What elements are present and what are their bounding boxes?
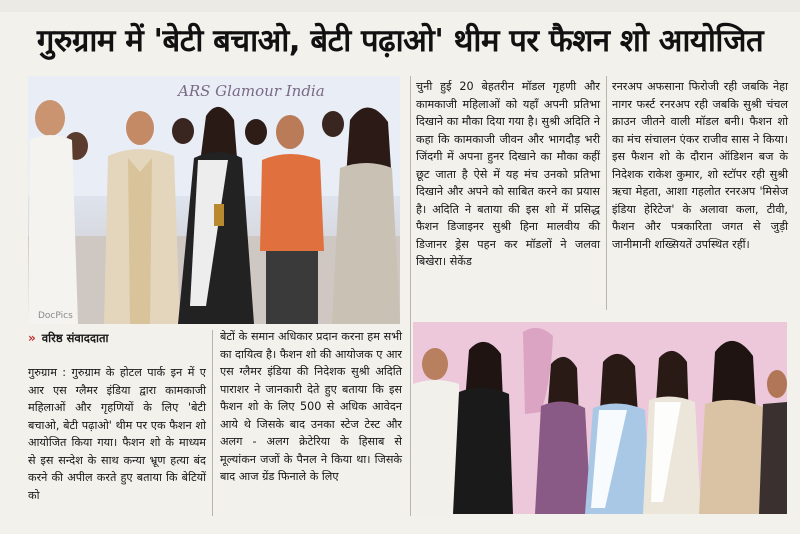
event-photo-main-illustration [28, 76, 400, 324]
column-divider [212, 330, 213, 516]
column-divider [410, 76, 411, 516]
byline-marker: » [28, 331, 36, 345]
event-banner-text: ARS Glamour India [178, 82, 325, 100]
article-column-4: रनरअप अफसाना फिरोजी रही जबकि नेहा नागर फर्स्ट रनरअप रही जबकि सुश्री चंचल क्राउन जीतने वाली मॉडल बनी। फैशन शो का मंच संचालन एंकर राजीव सास ने किया। इस फैशन शो के दौरान ऑडिशन बज के निदेशक राकेश कुमार, शो स्टॉपर रही सुश्री ऋचा मेहता, आशा गहलोत रनरअप 'मिसेज इंडिया हेरिटेज' के अलावा कला, टीवी, फैशन और पत्रकारिता जगत से जुड़ी जानीमानी शख्सियतें उपस्थित रहीं। [612, 80, 788, 251]
byline [28, 330, 208, 346]
event-photo-winners [413, 322, 787, 514]
column-divider [606, 76, 607, 310]
headline: गुरुग्राम में 'बेटी बचाओ, बेटी पढ़ाओ' थीम पर फैशन शो आयोजित [36, 23, 764, 59]
event-photo-main [28, 76, 400, 324]
photo-credit: DocPics [38, 311, 73, 321]
byline-text: वरिष्ठ संवाददाता [41, 330, 109, 345]
top-strip [0, 0, 800, 12]
article-column-3: चुनी हुई 20 बेहतरीन मॉडल गृहणी और कामकाजी महिलाओं को यहाँ अपनी प्रतिभा दिखाने का मौका दिया गया है। सुश्री अदिति ने कहा कि कामकाजी जीवन और भागदौड़ भरी जिंदगी में अपना हुनर दिखाने का मौका कहीं छूट जाता है ऐसे में यह मंच उनको प्रतिभा दिखाने और अपने को साबित करने का प्रयास है। अदिति ने बताया की इस शो में प्रसिद्ध फैशन डिजाइनर सुश्री हिना मालवीय की डिजानर ड्रेस पहन कर मॉडलों ने जलवा बिखेरा। सेकेंड [416, 80, 600, 268]
article-column-2: बेटों के समान अधिकार प्रदान करना हम सभी का दायित्व है। फैशन शो की आयोजक ए आर एस ग्लैमर इंडिया की निदेशक सुश्री अदिति पाराशर ने जानकारी देते हुए बताया कि इस फैशन शो के लिए 500 से अधिक आवेदन आये थे जिसके बाद उनका स्टेज टेस्ट और अलग - अलग क्रेटेरिया के हिसाब से मूल्यांकन जजों के पैनल ने किया था। जिसके बाद आज ग्रेंड फिनाले के लिए [220, 330, 402, 483]
event-photo-winners-illustration [413, 322, 787, 514]
article-column-1: गुरुग्राम : गुरुग्राम के होटल पार्क इन में ए आर एस ग्लैमर इंडिया द्वारा कामकाजी महिलाओं और गृहणियों के लिए 'बेटी बचाओ, बेटी पढ़ाओ' थीम पर एक फैशन शो आयोजित किया गया। फैशन शो के माध्यम से इस सन्देश के साथ कन्या भ्रूण हत्या बंद करने की अपील करते हुए बताया कि बेटियों को [28, 366, 206, 502]
